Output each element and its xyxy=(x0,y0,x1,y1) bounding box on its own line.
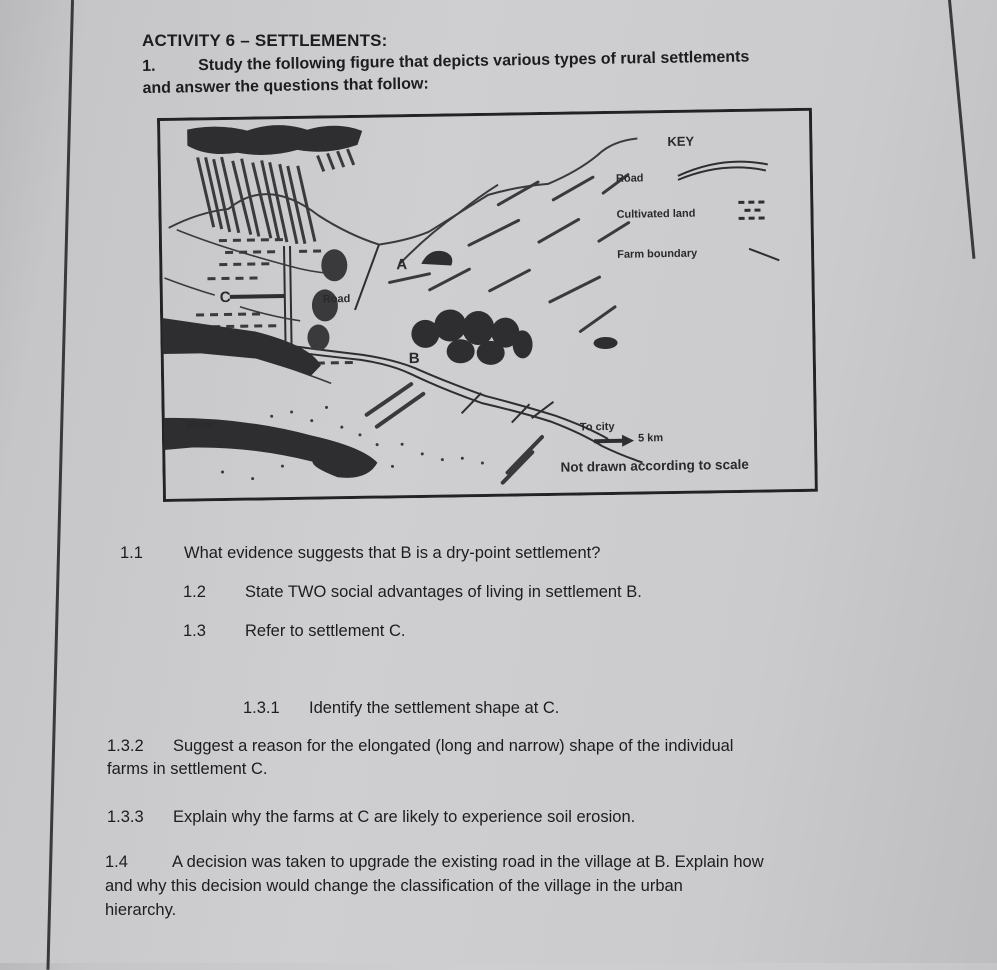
question-1-4 xyxy=(105,850,764,922)
intro-number: 1. xyxy=(142,57,156,75)
question-number: 1.4 xyxy=(105,853,128,871)
label-river: River xyxy=(186,419,215,432)
question-text: State TWO social advantages of living in settlement B. xyxy=(245,583,642,601)
label-road: Road xyxy=(322,293,351,306)
question-text: Refer to settlement C. xyxy=(245,622,406,640)
question-text: What evidence suggests that B is a dry-point settlement? xyxy=(184,544,601,562)
question-number: 1.3.2 xyxy=(107,737,144,755)
scale-note: Not drawn according to scale xyxy=(560,456,749,475)
key-cultivated-land-label: Cultivated land xyxy=(616,207,696,221)
key-title: KEY xyxy=(667,133,695,150)
activity-heading: ACTIVITY 6 – SETTLEMENTS: xyxy=(142,31,388,50)
question-text: Suggest a reason for the elongated (long and narrow) shape of the individual xyxy=(173,737,734,755)
key-road-label: Road xyxy=(615,172,644,185)
label-settlement-c: C xyxy=(219,288,231,307)
label-distance: 5 km xyxy=(637,432,664,445)
question-number: 1.3.1 xyxy=(243,699,280,717)
right-margin-line xyxy=(948,0,975,259)
question-text: Explain why the farms at C are likely to experience soil erosion. xyxy=(173,808,636,826)
question-text: A decision was taken to upgrade the existing road in the village at B. Explain how xyxy=(172,853,764,871)
intro-line-1: Study the following figure that depicts various types of rural settlements xyxy=(198,48,750,75)
label-to-city: To city xyxy=(579,420,615,434)
question-text-cont-2: hierarchy. xyxy=(105,901,177,919)
question-number: 1.3.3 xyxy=(107,808,144,826)
question-number: 1.3 xyxy=(183,622,206,640)
label-settlement-a: A xyxy=(396,256,408,274)
label-settlement-b: B xyxy=(408,349,420,368)
question-number: 1.2 xyxy=(183,583,206,601)
key-farm-boundary-label: Farm boundary xyxy=(617,247,698,261)
question-1-3-2 xyxy=(107,735,733,781)
question-1-3-1 xyxy=(243,697,559,720)
question-text: Identify the settlement shape at C. xyxy=(309,699,560,717)
question-number: 1.1 xyxy=(120,544,143,562)
question-1-3-3 xyxy=(107,806,635,829)
question-text-cont: and why this decision would change the classification of the village in the urban xyxy=(105,877,683,895)
question-1-2 xyxy=(183,581,642,604)
question-1-1 xyxy=(120,542,600,565)
intro-line-2: and answer the questions that follow: xyxy=(142,75,429,97)
intro-instruction xyxy=(142,45,863,100)
map-drawing xyxy=(157,108,818,502)
left-margin-line xyxy=(46,0,74,970)
settlement-sketch-map xyxy=(157,108,818,502)
question-1-3 xyxy=(183,620,405,643)
question-text-cont: farms in settlement C. xyxy=(107,760,268,778)
